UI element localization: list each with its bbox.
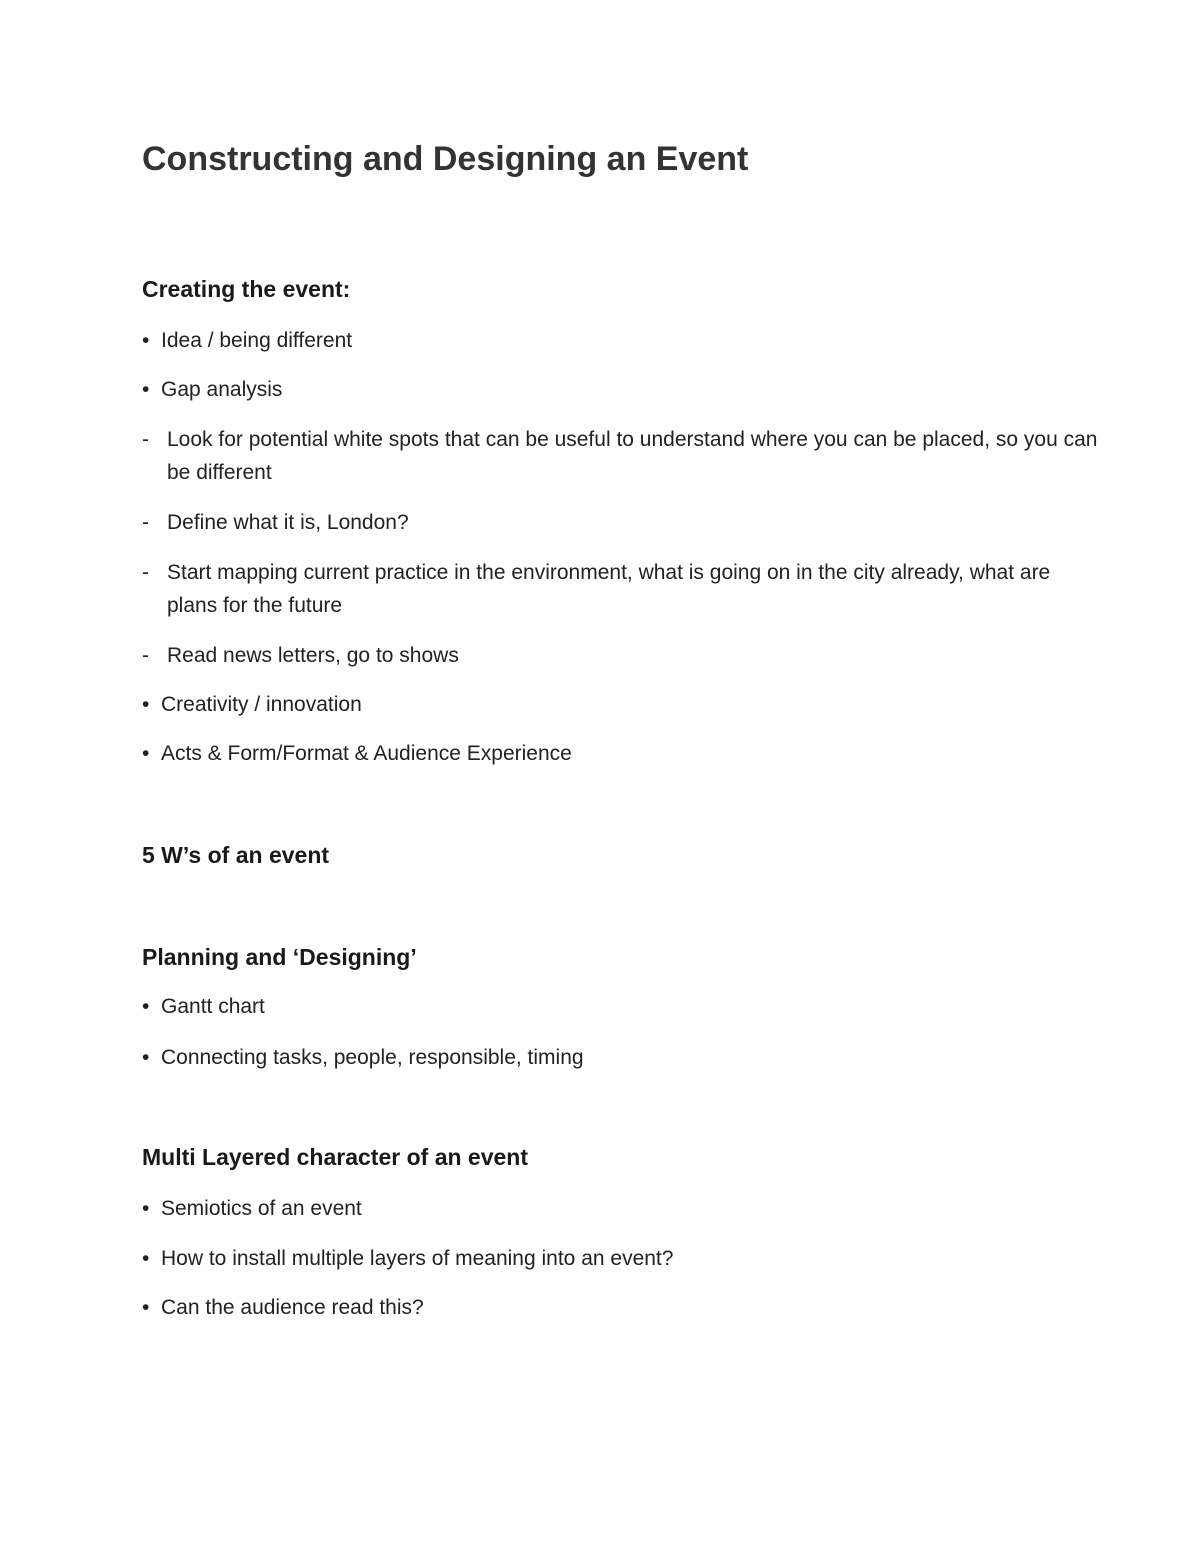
document-title: Constructing and Designing an Event (142, 140, 749, 178)
bullet-marker: • (142, 1197, 150, 1220)
bullet-marker: • (142, 1247, 150, 1270)
dash-marker: - (142, 428, 149, 451)
list-item-text: Gantt chart (161, 995, 265, 1018)
list-item-white-spots (142, 423, 1102, 489)
section-heading-five-ws: 5 W’s of an event (142, 842, 330, 868)
list-item-mapping-practice (142, 556, 1102, 622)
list-item-text: Can the audience read this? (161, 1296, 424, 1319)
section-heading-creating-event: Creating the event: (142, 276, 351, 302)
dash-marker: - (142, 561, 149, 584)
list-item-text: Define what it is, London? (167, 511, 409, 534)
list-item-acts-form (142, 737, 1102, 770)
dash-marker: - (142, 644, 149, 667)
section-heading-planning-designing: Planning and ‘Designing’ (142, 944, 417, 970)
bullet-marker: • (142, 1046, 150, 1069)
bullet-marker: • (142, 995, 150, 1018)
list-item-text: How to install multiple layers of meaning into an event? (161, 1247, 674, 1270)
dash-marker: - (142, 511, 149, 534)
list-item-text: Semiotics of an event (161, 1197, 362, 1220)
list-item-idea (142, 324, 1102, 357)
list-item-text: Acts & Form/Format & Audience Experience (161, 742, 572, 765)
list-item-text: Gap analysis (161, 378, 283, 401)
list-item-text: Connecting tasks, people, responsible, timing (161, 1046, 584, 1069)
bullet-marker: • (142, 378, 150, 401)
list-item-define-london (142, 506, 1102, 539)
list-item-connecting-tasks (142, 1041, 1102, 1074)
list-item-semiotics (142, 1192, 1102, 1225)
list-item-gap-analysis (142, 373, 1102, 406)
list-item-text: Idea / being different (161, 329, 353, 352)
bullet-marker: • (142, 742, 150, 765)
list-item-news-letters (142, 639, 1102, 672)
bullet-marker: • (142, 693, 150, 716)
list-item-text: Creativity / innovation (161, 693, 362, 716)
list-item-text: Read news letters, go to shows (167, 644, 459, 667)
list-item-text: Look for potential white spots that can be useful to understand where you can be placed, so you can be different (167, 428, 1098, 484)
list-item-gantt-chart (142, 990, 1102, 1023)
bullet-marker: • (142, 1296, 150, 1319)
list-item-creativity (142, 688, 1102, 721)
list-item-multiple-layers (142, 1242, 1102, 1275)
bullet-marker: • (142, 329, 150, 352)
list-item-text: Start mapping current practice in the environment, what is going on in the city already, what are plans for the future (167, 561, 1051, 617)
list-item-audience-read (142, 1291, 1102, 1324)
section-heading-multi-layered: Multi Layered character of an event (142, 1144, 529, 1170)
